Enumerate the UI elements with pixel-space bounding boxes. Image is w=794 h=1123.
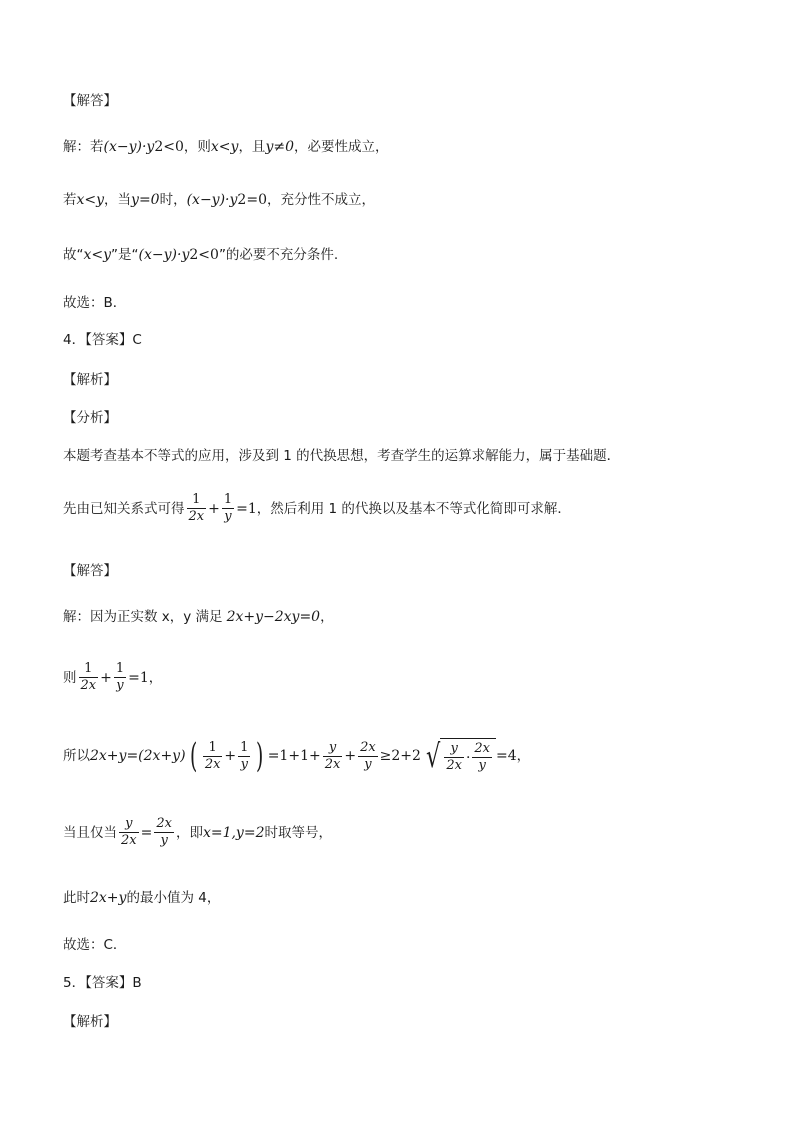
superscript: 2 (154, 139, 164, 155)
math-op: + (344, 748, 357, 764)
solution-line-3 (63, 245, 338, 265)
text: 的最小值为 4， (126, 890, 221, 906)
text: ，然后利用 1 的代换以及基本不等式化简即可求解． (256, 500, 571, 517)
math-expr: y=0 (131, 192, 160, 208)
text: 5．【答案】B (63, 975, 142, 991)
question-5-answer (63, 973, 142, 993)
text: 先由已知关系式可得 (63, 500, 185, 517)
text: 时， (159, 192, 187, 208)
text: ，即 (175, 824, 203, 841)
section-heading-answer (63, 91, 117, 111)
math-expr: =4 (496, 748, 517, 764)
math-expr: y≠0 (265, 139, 294, 155)
text: 4．【答案】C (63, 332, 142, 348)
text: ， (516, 748, 531, 764)
math-expr: x=1,y=2 (202, 824, 265, 841)
solution-line-5 (63, 661, 162, 694)
solution-line-4 (63, 607, 334, 627)
math-expr: (x−y)·y (103, 139, 155, 155)
math-expr: <0 (163, 139, 184, 155)
text: ，必要性成立， (293, 139, 389, 155)
math-expr: =1+1+ (267, 748, 321, 764)
solution-line-1 (63, 137, 388, 157)
text: 所以 (63, 748, 90, 764)
fraction: $\frac{y}{2x}$ (446, 741, 462, 773)
math-expr: 2x+y=(2x+y) (90, 748, 186, 764)
math-op: = (140, 824, 153, 841)
text: ，且 (238, 139, 266, 155)
question-4-answer (63, 330, 142, 350)
math-expr: x<y (76, 192, 105, 208)
section-heading-analysis (63, 370, 117, 390)
math-expr: =0 (246, 192, 267, 208)
section-heading-answer-2 (63, 561, 117, 581)
math-op: + (208, 500, 220, 517)
heading-text: 【解答】 (63, 93, 117, 109)
fraction: $\frac{2x}{y}$ (474, 741, 491, 773)
text: 【解析】 (63, 1014, 117, 1030)
math-expr: 2x+y (90, 890, 127, 906)
superscript: 2 (189, 247, 199, 263)
text: 本题考查基本不等式的应用，涉及到 1 的代换思想，考查学生的运算求解能力，属于基础题． (63, 448, 621, 464)
fraction: $\frac{2x}{y}$ (360, 739, 376, 772)
math-expr: (x−y)·y (186, 192, 238, 208)
solution-line-6 (63, 738, 530, 774)
text: 当且仅当 (63, 824, 117, 841)
analysis-paragraph-2 (63, 492, 571, 525)
left-paren: ( (189, 736, 197, 776)
section-heading-breakdown (63, 408, 117, 428)
fraction: $\frac{1}{2x}$ (188, 492, 205, 524)
fraction: $\frac{1}{2x}$ (80, 661, 97, 693)
solution-line-7 (63, 816, 332, 849)
fraction: $\frac{y}{2x}$ (324, 739, 341, 772)
text: ”是“ (111, 247, 139, 263)
fraction: $\frac{1}{y}$ (115, 661, 125, 693)
right-paren: ) (256, 736, 264, 776)
text: ， (320, 609, 334, 625)
text: 【解析】 (63, 372, 117, 388)
fraction: $\frac{1}{y}$ (223, 492, 233, 524)
text: 解：若 (63, 139, 104, 155)
fraction: $\frac{1}{y}$ (240, 739, 249, 772)
math-op: + (224, 748, 237, 764)
text: 故选：C． (63, 937, 127, 953)
math-expr: x<y (83, 247, 112, 263)
text: ， (148, 669, 163, 686)
text: 故“ (63, 247, 84, 263)
fraction: $\frac{2x}{y}$ (156, 816, 172, 848)
text: 若 (63, 192, 77, 208)
fraction: $\frac{1}{2x}$ (204, 739, 221, 772)
section-heading-analysis-2 (63, 1012, 117, 1032)
text: 解：因为正实数 x，y 满足 (63, 609, 223, 625)
answer-choice-line-2 (63, 935, 126, 955)
text: ”的必要不充分条件. (218, 247, 339, 263)
text: 时取等号， (264, 824, 332, 841)
solution-line-2 (63, 190, 375, 210)
solution-line-8 (63, 888, 220, 908)
fraction: $\frac{y}{2x}$ (121, 816, 137, 848)
analysis-paragraph (63, 446, 620, 466)
square-root: √ $\frac{y}{2x}$ · $\frac{2x}{y}$ (423, 738, 496, 774)
math-expr: ≥2+2 (379, 748, 421, 764)
math-expr: x<y (210, 139, 239, 155)
text: 【解答】 (63, 563, 117, 579)
text: 【分析】 (63, 410, 117, 426)
text: ，充分性不成立， (266, 192, 375, 208)
text: ，当 (104, 192, 132, 208)
math-expr: (x−y)·y (138, 247, 190, 263)
math-expr: 2x+y−2xy=0 (226, 609, 321, 625)
text: 故选：B． (63, 295, 127, 311)
math-expr: =1 (236, 500, 257, 517)
math-op: + (100, 669, 112, 686)
text: 此时 (63, 890, 90, 906)
superscript: 2 (237, 192, 247, 208)
answer-choice-line (63, 293, 126, 313)
math-expr: =1 (128, 669, 149, 686)
text: ，则 (183, 139, 211, 155)
text: 则 (63, 669, 77, 686)
math-expr: <0 (198, 247, 219, 263)
